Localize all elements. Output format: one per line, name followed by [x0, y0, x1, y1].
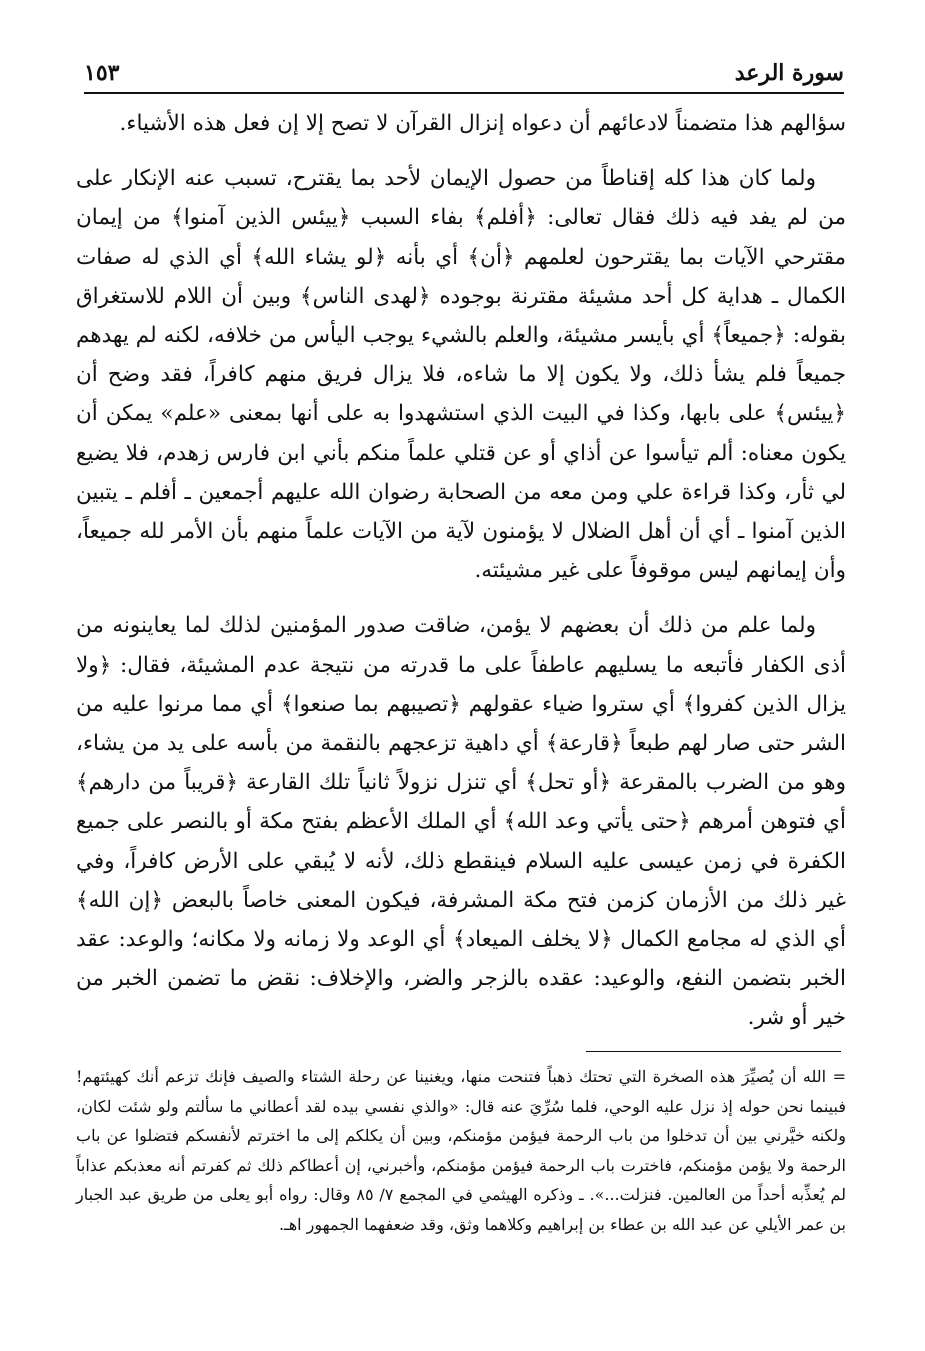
footnote-text: = الله أن يُصيِّرَ هذه الصخرة التي تحتك ذهباً فتنحت منها، ويغنينا عن رحلة الشتاء والصيف فإنك تزعم أنك كهيئتهم! فبينما نحن حوله إذ نزل عليه الوحي، فلما سُرِّيَ عنه قال: «والذي نفسي بيده لقد أعطاني ما سألتم ولو شئت لكان، ولكنه خيَّرني بين أن تدخلوا من باب الرحمة فيؤمن مؤمنكم، وبين أن يكلكم إلى ما اخترتم لأنفسكم فتضلوا عن باب الرحمة ولا يؤمن مؤمنكم، فاخترت باب الرحمة فيؤمن مؤمنكم، وأخبرني، إن أعطاكم ذلك ثم كفرتم أنه معذبكم عذاباً لم يُعذِّبه أحداً من العالمين. فنزلت...». ـ وذكره الهيثمي في المجمع ٧/ ٨٥ وقال: رواه أبو يعلى من طريق عبد الجبار بن عمر الأيلي عن عبد الله بن عطاء بن إبراهيم وكلاهما وثق، وقد ضعفهما الجمهور اهـ. [76, 1067, 846, 1234]
main-text [76, 104, 846, 1054]
footnotes [76, 1062, 846, 1239]
surah-title: سورة الرعد [734, 60, 844, 86]
header-divider [84, 92, 844, 94]
paragraph-1: سؤالهم هذا متضمناً لادعائهم أن دعواه إنزال القرآن لا تصح إلا إن فعل هذه الأشياء. [119, 111, 846, 136]
page-number: ١٥٣ [84, 60, 120, 86]
paragraph-2: ولما كان هذا كله إقناطاً من حصول الإيمان لأحد بما يقترح، تسبب عنه الإنكار على من لم يفد فيه ذلك فقال تعالى: ﴿أفلم﴾ بفاء السبب ﴿ييئس الذين آمنوا﴾ من إيمان مقترحي الآيات بما يقترحون لعلمهم ﴿أن﴾ أي بأنه ﴿لو يشاء الله﴾ أي الذي له صفات الكمال ـ هداية كل أحد مشيئة مقترنة بوجوده ﴿لهدى الناس﴾ وبين أن اللام للاستغراق بقوله: ﴿جميعاً﴾ أي بأيسر مشيئة، والعلم بالشيء يوجب اليأس من خلافه، لكنه لم يهدهم جميعاً فلم يشأ ذلك، ولا يكون إلا ما شاءه، فلا يزال فريق منهم كافراً، فقد وضح أن ﴿ييئس﴾ على بابها، وكذا في البيت الذي استشهدوا به على أنها بمعنى «علم» يمكن أن يكون معناه: ألم تيأسوا عن أذاي أو عن قتلي علماً منكم بأني ابن فارس زهدم، فلا يضيع لي ثأر، وكذا قراءة علي ومن معه من الصحابة رضوان الله عليهم أجمعين ـ أفلم ـ يتبين الذين آمنوا ـ أي أن أهل الضلال لا يؤمنون لآية من الآيات علماً منهم بأن الأمر لله جميعاً، وأن إيمانهم ليس موقوفاً على غير مشيئته. [76, 166, 846, 584]
footnote-divider [586, 1051, 841, 1052]
page-header [84, 52, 844, 92]
paragraph-3: ولما علم من ذلك أن بعضهم لا يؤمن، ضاقت صدور المؤمنين لذلك لما يعاينونه من أذى الكفار فأتبعه ما يسليهم عاطفاً على ما قدرته من نتيجة عدم المشيئة، فقال: ﴿ولا يزال الذين كفروا﴾ أي ستروا ضياء عقولهم ﴿تصيبهم بما صنعوا﴾ أي مما مرنوا عليه من الشر حتى صار لهم طبعاً ﴿قارعة﴾ أي داهية تزعجهم بالنقمة من بأسه على يد من يشاء، وهو من الضرب بالمقرعة ﴿أو تحل﴾ أي تنزل نزولاً ثانياً تلك القارعة ﴿قريباً من دارهم﴾ أي فتوهن أمرهم ﴿حتى يأتي وعد الله﴾ أي الملك الأعظم بفتح مكة أو بالنصر على جميع الكفرة في زمن عيسى عليه السلام فينقطع ذلك، لأنه لا يُبقي على الأرض كافراً، وفي غير ذلك من الأزمان كزمن فتح مكة المشرفة، فيكون المعنى خاصاً بالبعض ﴿إن الله﴾ أي الذي له مجامع الكمال ﴿لا يخلف الميعاد﴾ أي الوعد ولا زمانه ولا مكانه؛ والوعد: عقد الخبر بتضمن النفع، والوعيد: عقده بالزجر والضر، والإخلاف: نقض ما تضمن الخبر من خير أو شر. [76, 613, 846, 1031]
